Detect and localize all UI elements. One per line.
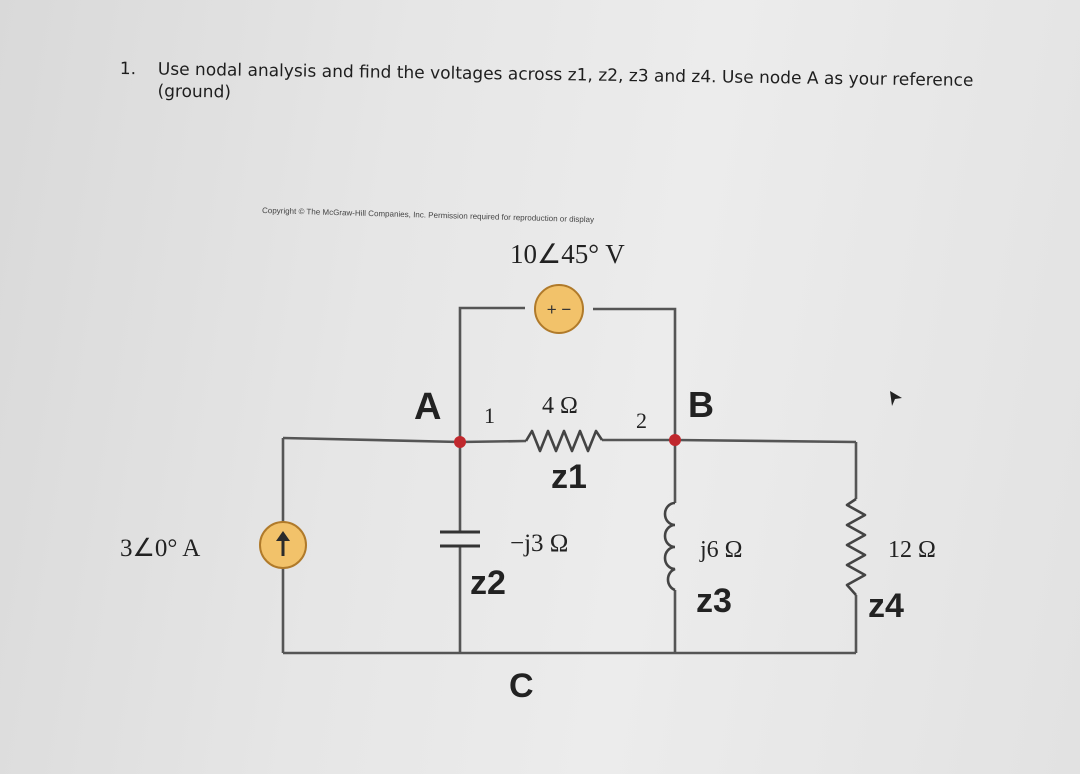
voltage-source-polarity: + − [546,300,572,319]
z2-name: z2 [470,564,506,602]
wire-a-z1 [460,441,526,442]
top-loop-wire-right [593,309,675,441]
problem-text: Use nodal analysis and find the voltages across z1, z2, z3 and z4. Use node A as your reference (ground) [157,59,974,103]
z3-name: z3 [696,582,732,620]
current-source [260,522,306,568]
wire-a-left [283,438,460,442]
z2-capacitor [440,532,480,546]
mouse-cursor-icon [890,391,902,406]
z3-value: j6 Ω [700,537,743,563]
copyright-notice: Copyright © The McGraw-Hill Companies, Inc. Permission required for reproduction or display [261,206,595,225]
z4-value: 12 Ω [888,537,936,563]
z1-name: z1 [551,458,587,496]
z4-name: z4 [868,587,904,625]
node-c-label: C [509,667,534,705]
voltage-source-label: 10∠45° V [510,239,625,269]
node-b-dot [669,434,681,446]
node-1-label: 1 [484,403,495,428]
z2-value: −j3 Ω [510,530,569,557]
z1-resistor [526,431,602,451]
wire-b-right [675,440,856,442]
node-a-dot [454,436,466,448]
z4-resistor [847,499,865,595]
z1-value: 4 Ω [542,393,578,419]
z3-inductor [665,503,675,590]
node-b-label: B [688,384,714,425]
voltage-source [535,285,583,333]
current-source-label: 3∠0° A [120,535,201,562]
node-2-label: 2 [636,408,647,433]
problem-number: 1. [119,58,137,80]
node-a-label: A [414,386,442,428]
